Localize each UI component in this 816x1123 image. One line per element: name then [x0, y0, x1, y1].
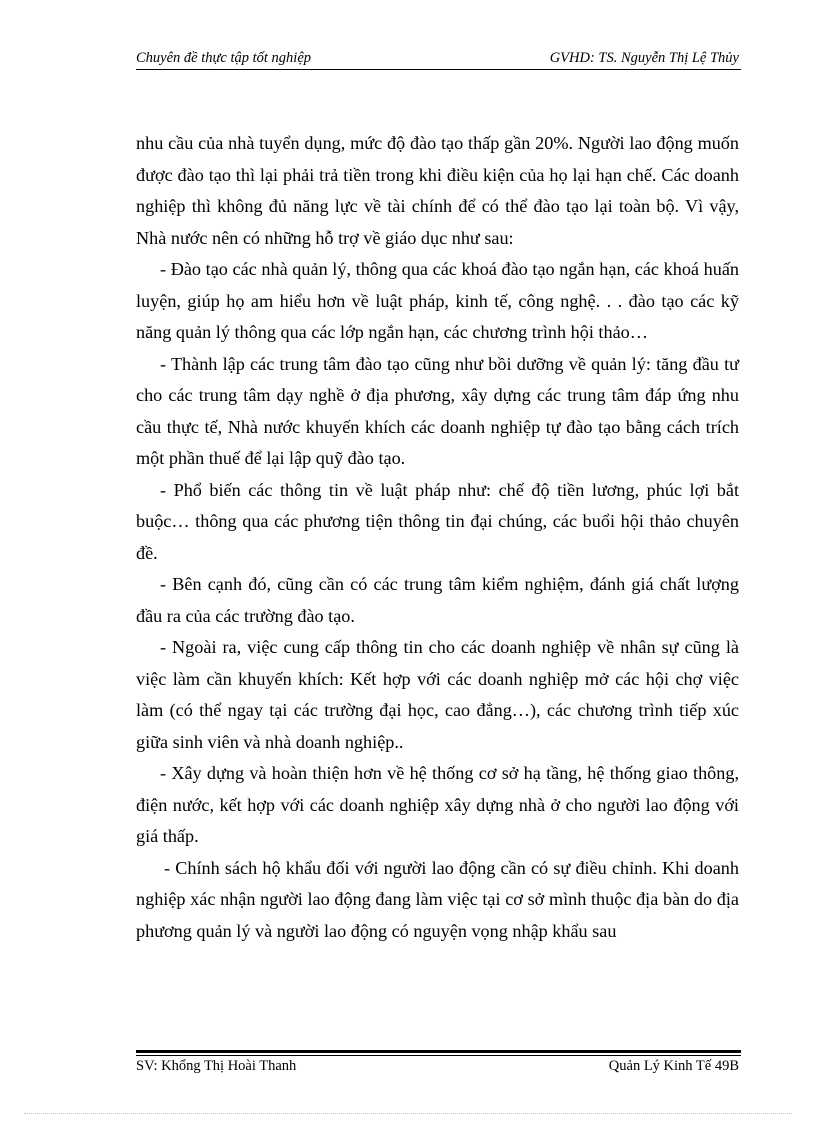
- footer-divider-thin: [136, 1055, 741, 1056]
- page-header: [136, 50, 741, 70]
- footer-class: Quản Lý Kinh Tế 49B: [608, 1058, 739, 1074]
- page-edge-divider: [24, 1113, 792, 1114]
- paragraph-bullet-5: - Ngoài ra, việc cung cấp thông tin cho các doanh nghiệp về nhân sự cũng là việc làm cần khuyến khích: Kết hợp với các doanh nghiệp mở các hội chợ việc làm (có thể ngay tại các trường đại học, cao đẳng…), các chương trình tiếp xúc giữa sinh viên và nhà doanh nghiệp..: [136, 637, 739, 752]
- header-advisor: GVHD: TS. Nguyễn Thị Lệ Thủy: [549, 50, 739, 66]
- paragraph-intro: nhu cầu của nhà tuyển dụng, mức độ đào tạo thấp gần 20%. Người lao động muốn được đào tạo thì lại phải trả tiền trong khi điều kiện của họ lại hạn chế. Các doanh nghiệp thì không đủ năng lực về tài chính để có thể đào tạo lại toàn bộ. Vì vậy, Nhà nước nên có những hỗ trợ về giáo dục như sau:: [136, 133, 739, 248]
- document-body: [136, 128, 739, 947]
- paragraph-bullet-3: - Phổ biến các thông tin về luật pháp như: chế độ tiền lương, phúc lợi bắt buộc… thông qua các phương tiện thông tin đại chúng, các buổi hội thảo chuyên đề.: [136, 479, 739, 563]
- footer-divider-thick: [136, 1050, 741, 1053]
- paragraph-bullet-7: - Chính sách hộ khẩu đối với người lao động cần có sự điều chỉnh. Khi doanh nghiệp xác nhận người lao động đang làm việc tại cơ sở mình thuộc địa bàn do địa phương quản lý và người lao động có nguyện vọng nhập khẩu sau: [136, 857, 739, 941]
- page-footer: [136, 1058, 741, 1078]
- paragraph-bullet-4: - Bên cạnh đó, cũng cần có các trung tâm kiểm nghiệm, đánh giá chất lượng đầu ra của các trường đào tạo.: [136, 574, 739, 626]
- header-divider: [136, 69, 741, 70]
- paragraph-bullet-6: - Xây dựng và hoàn thiện hơn về hệ thống cơ sở hạ tầng, hệ thống giao thông, điện nước, kết hợp với các doanh nghiệp xây dựng nhà ở cho người lao động với giá thấp.: [136, 763, 739, 846]
- paragraph-bullet-2: - Thành lập các trung tâm đào tạo cũng như bồi dưỡng về quản lý: tăng đầu tư cho các trung tâm dạy nghề ở địa phương, xây dựng các trung tâm đáp ứng nhu cầu thực tế, Nhà nước khuyến khích các doanh nghiệp tự đào tạo bằng cách trích một phần thuế để lại lập quỹ đào tạo.: [136, 353, 739, 468]
- header-title: Chuyên đề thực tập tốt nghiệp: [136, 50, 312, 66]
- paragraph-bullet-1: - Đào tạo các nhà quản lý, thông qua các khoá đào tạo ngắn hạn, các khoá huấn luyện, giúp họ am hiểu hơn về luật pháp, kinh tế, công nghệ. . . đào tạo các kỹ năng quản lý thông qua các lớp ngắn hạn, các chương trình hội thảo…: [136, 259, 739, 342]
- footer-student: SV: Khổng Thị Hoài Thanh: [136, 1058, 297, 1074]
